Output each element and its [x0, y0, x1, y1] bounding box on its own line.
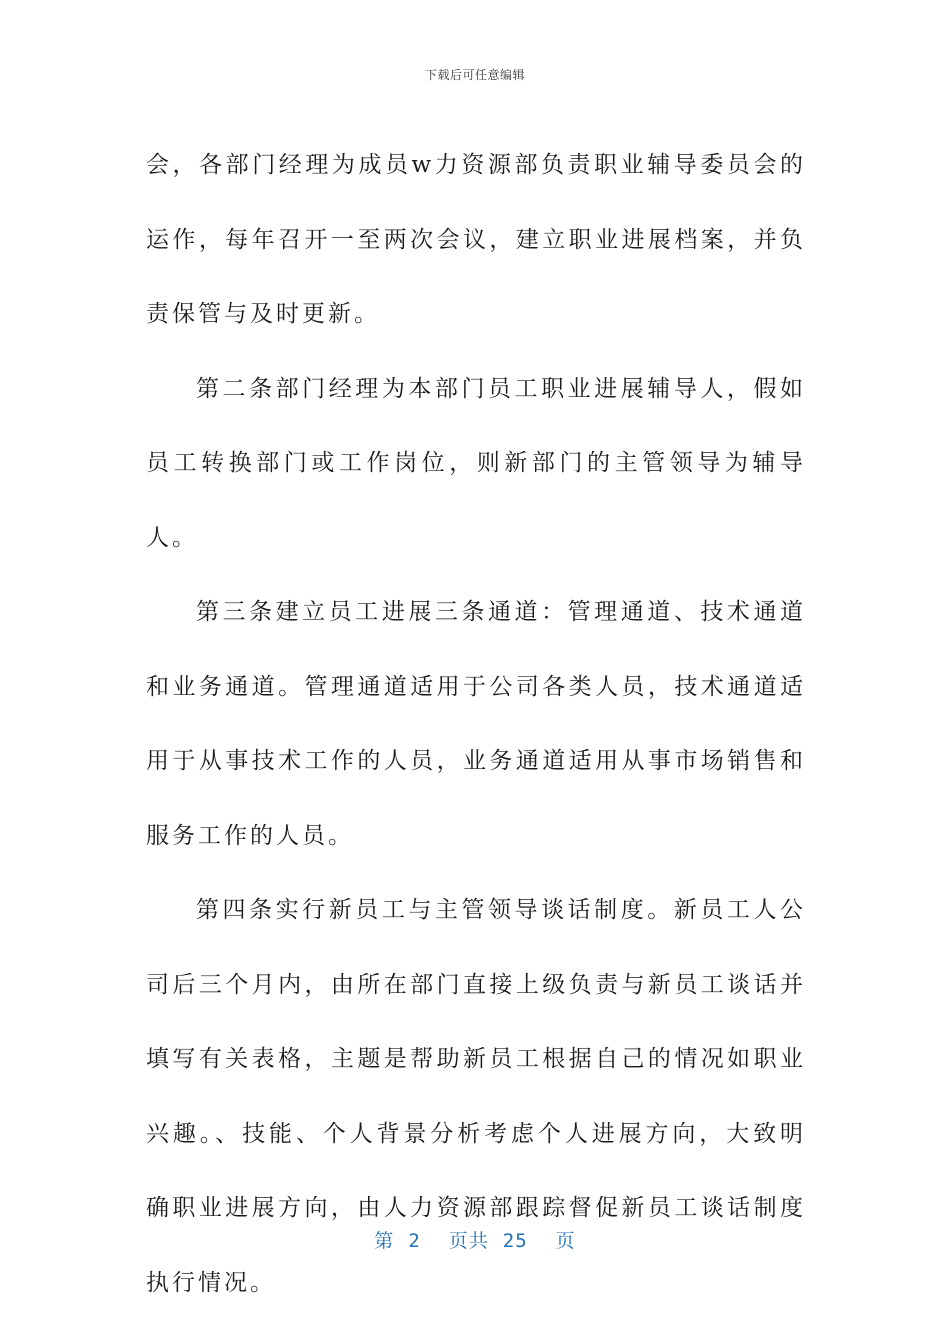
paragraph-2: 第二条部门经理为本部门员工职业进展辅导人，假如员工转换部门或工作岗位，则新部门的主管领导为辅导人。 — [146, 375, 806, 551]
footer-total-pages: 25 — [502, 1230, 528, 1252]
document-body — [146, 128, 806, 1320]
footer-current-page: 2 — [408, 1230, 421, 1252]
paragraph-3: 第三条建立员工进展三条通道：管理通道、技术通道和业务通道。管理通道适用于公司各类人员，技术通道适用于从事技术工作的人员，业务通道适用从事市场销售和服务工作的人员。 — [146, 599, 806, 849]
paragraph-4: 第四条实行新员工与主管领导谈话制度。新员工人公司后三个月内，由所在部门直接上级负责与新员工谈话并填写有关表格，主题是帮助新员工根据自己的情况如职业兴趣。、技能、个人背景分析考虑个人进展方向，大致明确职业进展方向，由人力资源部跟踪督促新员工谈话制度执行情况。 — [146, 897, 806, 1296]
footer-middle: 页共 — [448, 1230, 489, 1252]
header-note: 下载后可任意编辑 — [424, 68, 525, 82]
paragraph-1: 会，各部门经理为成员w力资源部负责职业辅导委员会的运作，每年召开一至两次会议，建立职业进展档案，并负责保管与及时更新。 — [146, 152, 806, 327]
footer-prefix: 第 — [374, 1230, 395, 1252]
page-footer — [0, 1226, 950, 1253]
footer-suffix: 页 — [555, 1230, 576, 1252]
